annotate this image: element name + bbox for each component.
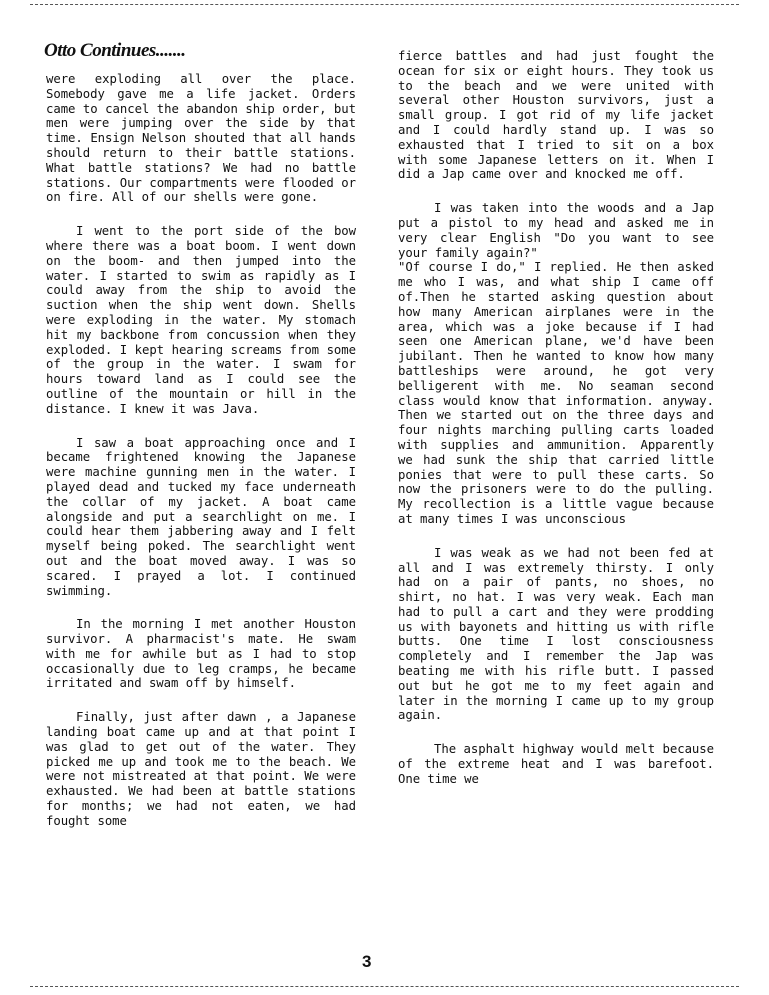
- paragraph: I was taken into the woods and a Jap put a pistol to my head and asked me in very clear English "Do you want to see your family again?" "Of course I do," I replied. He then asked me who I was, and what ship I came off of.Then he started asking question about how many American airplanes were in the area, which was a joke because if I had seen one American plane, we'd have been jubilant. Then he wanted to know how many battleships were around, he got very belligerent with me. No seaman second class would know that information. anyway. Then we started out on the three days and four nights marching pulling carts loaded with supplies and ammunition. Apparently we had sunk the ship that carried little ponies that were to pull these carts. So now the prisoners were to do the pulling. My recollection is a little vague because at many times I was unconscious: [398, 201, 714, 526]
- paragraph: Finally, just after dawn , a Japanese landing boat came up and at that point I was glad to get out of the water. They picked me up and took me to the beach. We were not mistreated at that point. We were exhausted. We had been at battle stations for months; we had not eaten, we had fought some: [46, 710, 356, 828]
- paragraph: In the morning I met another Houston survivor. A pharmacist's mate. He swam with me for awhile but as I had to stop occasionally due to leg cramps, he became irritated and swam off by himself.: [46, 617, 356, 691]
- page-number: 3: [362, 952, 372, 971]
- left-column: [46, 72, 356, 848]
- bottom-rule: [30, 986, 739, 987]
- paragraph: I saw a boat approaching once and I became frightened knowing the Japanese were machine gunning men in the water. I played dead and tucked my face underneath the collar of my jacket. A boat came alongside and put a searchlight on me. I could hear them jabbering away and I felt myself being poked. The searchlight went out and the boat moved away. I was so scared. I prayed a lot. I continued swimming.: [46, 435, 356, 598]
- top-rule: [30, 4, 739, 5]
- page-heading: Otto Continues.......: [44, 40, 186, 61]
- paragraph: The asphalt highway would melt because of the extreme heat and I was barefoot. One time we: [398, 742, 714, 786]
- right-column: [398, 49, 714, 806]
- paragraph: were exploding all over the place. Somebody gave me a life jacket. Orders came to cancel the abandon ship order, but men were jumping over the side by that time. Ensign Nelson shouted that all hands should return to their battle stations. What battle stations? We had no battle stations. Our compartments were flooded or on fire. All of our shells were gone.: [46, 72, 356, 205]
- paragraph: fierce battles and had just fought the ocean for six or eight hours. They took us to the beach and we were united with several other Houston survivors, just a small group. I got rid of my life jacket and I could hardly stand up. I was so exhausted that I tried to sit on a box with some Japanese letters on it. When I did a Jap came over and knocked me off.: [398, 49, 714, 182]
- paragraph: I was weak as we had not been fed at all and I was extremely thirsty. I only had on a pair of pants, no shoes, no shirt, no hat. I was very weak. Each man had to pull a cart and they were prodding us with bayonets and hitting us with rifle butts. One time I lost consciousness completely and I remember the Jap was beating me with his rifle butt. I passed out but he got me to my feet again and later in the morning I came up to my group again.: [398, 545, 714, 723]
- paragraph: I went to the port side of the bow where there was a boat boom. I went down on the boom- and then jumped into the water. I started to swim as rapidly as I could away from the ship to avoid the suction when the ship went down. Shells were exploding in the water. My stomach hit my backbone from concussion when they exploded. I kept hearing screams from some of the group in the water. I swam for hours toward land as I could see the outline of the mountain or hill in the distance. I knew it was Java.: [46, 224, 356, 416]
